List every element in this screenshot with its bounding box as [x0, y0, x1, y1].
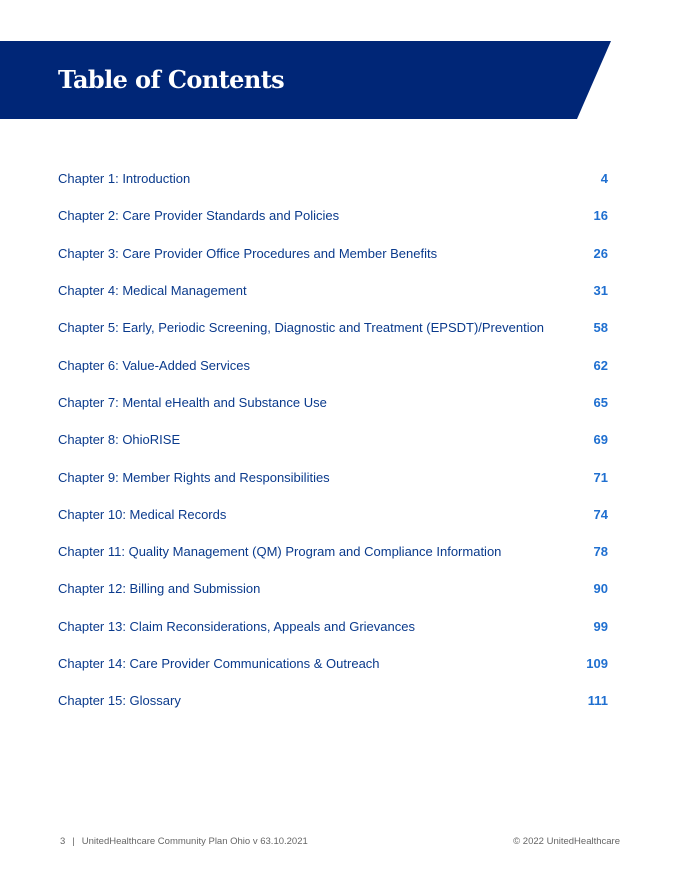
toc-entry-label: Chapter 2: Care Provider Standards and Policies [58, 208, 340, 224]
toc-entry-label: Chapter 9: Member Rights and Responsibilities [58, 469, 330, 485]
toc-entry-label: Chapter 4: Medical Management [58, 283, 247, 299]
footer-document-name: UnitedHealthcare Community Plan Ohio v 63.10.2021 [81, 836, 308, 847]
toc-entry[interactable] [58, 458, 608, 495]
toc-entry-page-number: 111 [587, 693, 608, 709]
toc-entry-page-number: 4 [600, 171, 608, 187]
toc-entry-page-number: 58 [593, 320, 608, 336]
toc-entry-page-number: 90 [593, 581, 608, 597]
toc-entry-label: Chapter 1: Introduction [58, 171, 191, 187]
footer-page-number: 3 [60, 836, 66, 847]
toc-entry[interactable] [58, 235, 608, 272]
toc-entry[interactable] [58, 384, 608, 421]
toc-entry-page-number: 62 [593, 357, 608, 373]
toc-entry-page-number: 69 [593, 432, 608, 448]
table-of-contents [58, 160, 608, 719]
toc-entry-page-number: 26 [593, 245, 608, 261]
toc-entry-page-number: 31 [593, 283, 608, 299]
toc-entry[interactable] [58, 272, 608, 309]
toc-entry-label: Chapter 10: Medical Records [58, 506, 227, 522]
footer-copyright: © 2022 UnitedHealthcare [513, 836, 620, 847]
toc-entry-page-number: 16 [593, 208, 608, 224]
toc-entry-label: Chapter 3: Care Provider Office Procedures and Member Benefits [58, 245, 438, 261]
toc-entry[interactable] [58, 309, 608, 346]
toc-entry[interactable] [58, 421, 608, 458]
toc-entry[interactable] [58, 608, 608, 645]
toc-entry[interactable] [58, 533, 608, 570]
toc-entry-label: Chapter 5: Early, Periodic Screening, Diagnostic and Treatment (EPSDT)/Prevention [58, 320, 545, 336]
toc-entry-label: Chapter 6: Value-Added Services [58, 357, 250, 373]
footer-separator: | [72, 836, 75, 847]
toc-entry-page-number: 99 [593, 618, 608, 634]
toc-entry-page-number: 71 [593, 469, 608, 485]
toc-entry-page-number: 65 [593, 394, 608, 410]
toc-entry-label: Chapter 12: Billing and Submission [58, 581, 261, 597]
toc-entry[interactable] [58, 197, 608, 234]
toc-entry-label: Chapter 13: Claim Reconsiderations, Appeals and Grievances [58, 618, 415, 634]
toc-entry[interactable] [58, 496, 608, 533]
page-footer [60, 836, 620, 847]
toc-entry-page-number: 78 [593, 544, 608, 560]
toc-entry[interactable] [58, 160, 608, 197]
toc-entry-label: Chapter 14: Care Provider Communications & Outreach [58, 656, 380, 671]
toc-entry-label: Chapter 7: Mental eHealth and Substance Use [58, 394, 327, 410]
footer-left [60, 836, 308, 847]
toc-entry-label: Chapter 8: OhioRISE [58, 432, 181, 448]
toc-entry[interactable] [58, 346, 608, 383]
page-title: Table of Contents [58, 65, 285, 94]
toc-entry-label: Chapter 15: Glossary [58, 693, 181, 709]
toc-entry[interactable] [58, 645, 608, 682]
toc-entry[interactable] [58, 570, 608, 607]
toc-entry[interactable] [58, 682, 608, 719]
toc-entry-page-number: 109 [586, 656, 608, 671]
toc-entry-page-number: 74 [593, 506, 608, 522]
toc-entry-label: Chapter 11: Quality Management (QM) Program and Compliance Information [58, 544, 502, 560]
